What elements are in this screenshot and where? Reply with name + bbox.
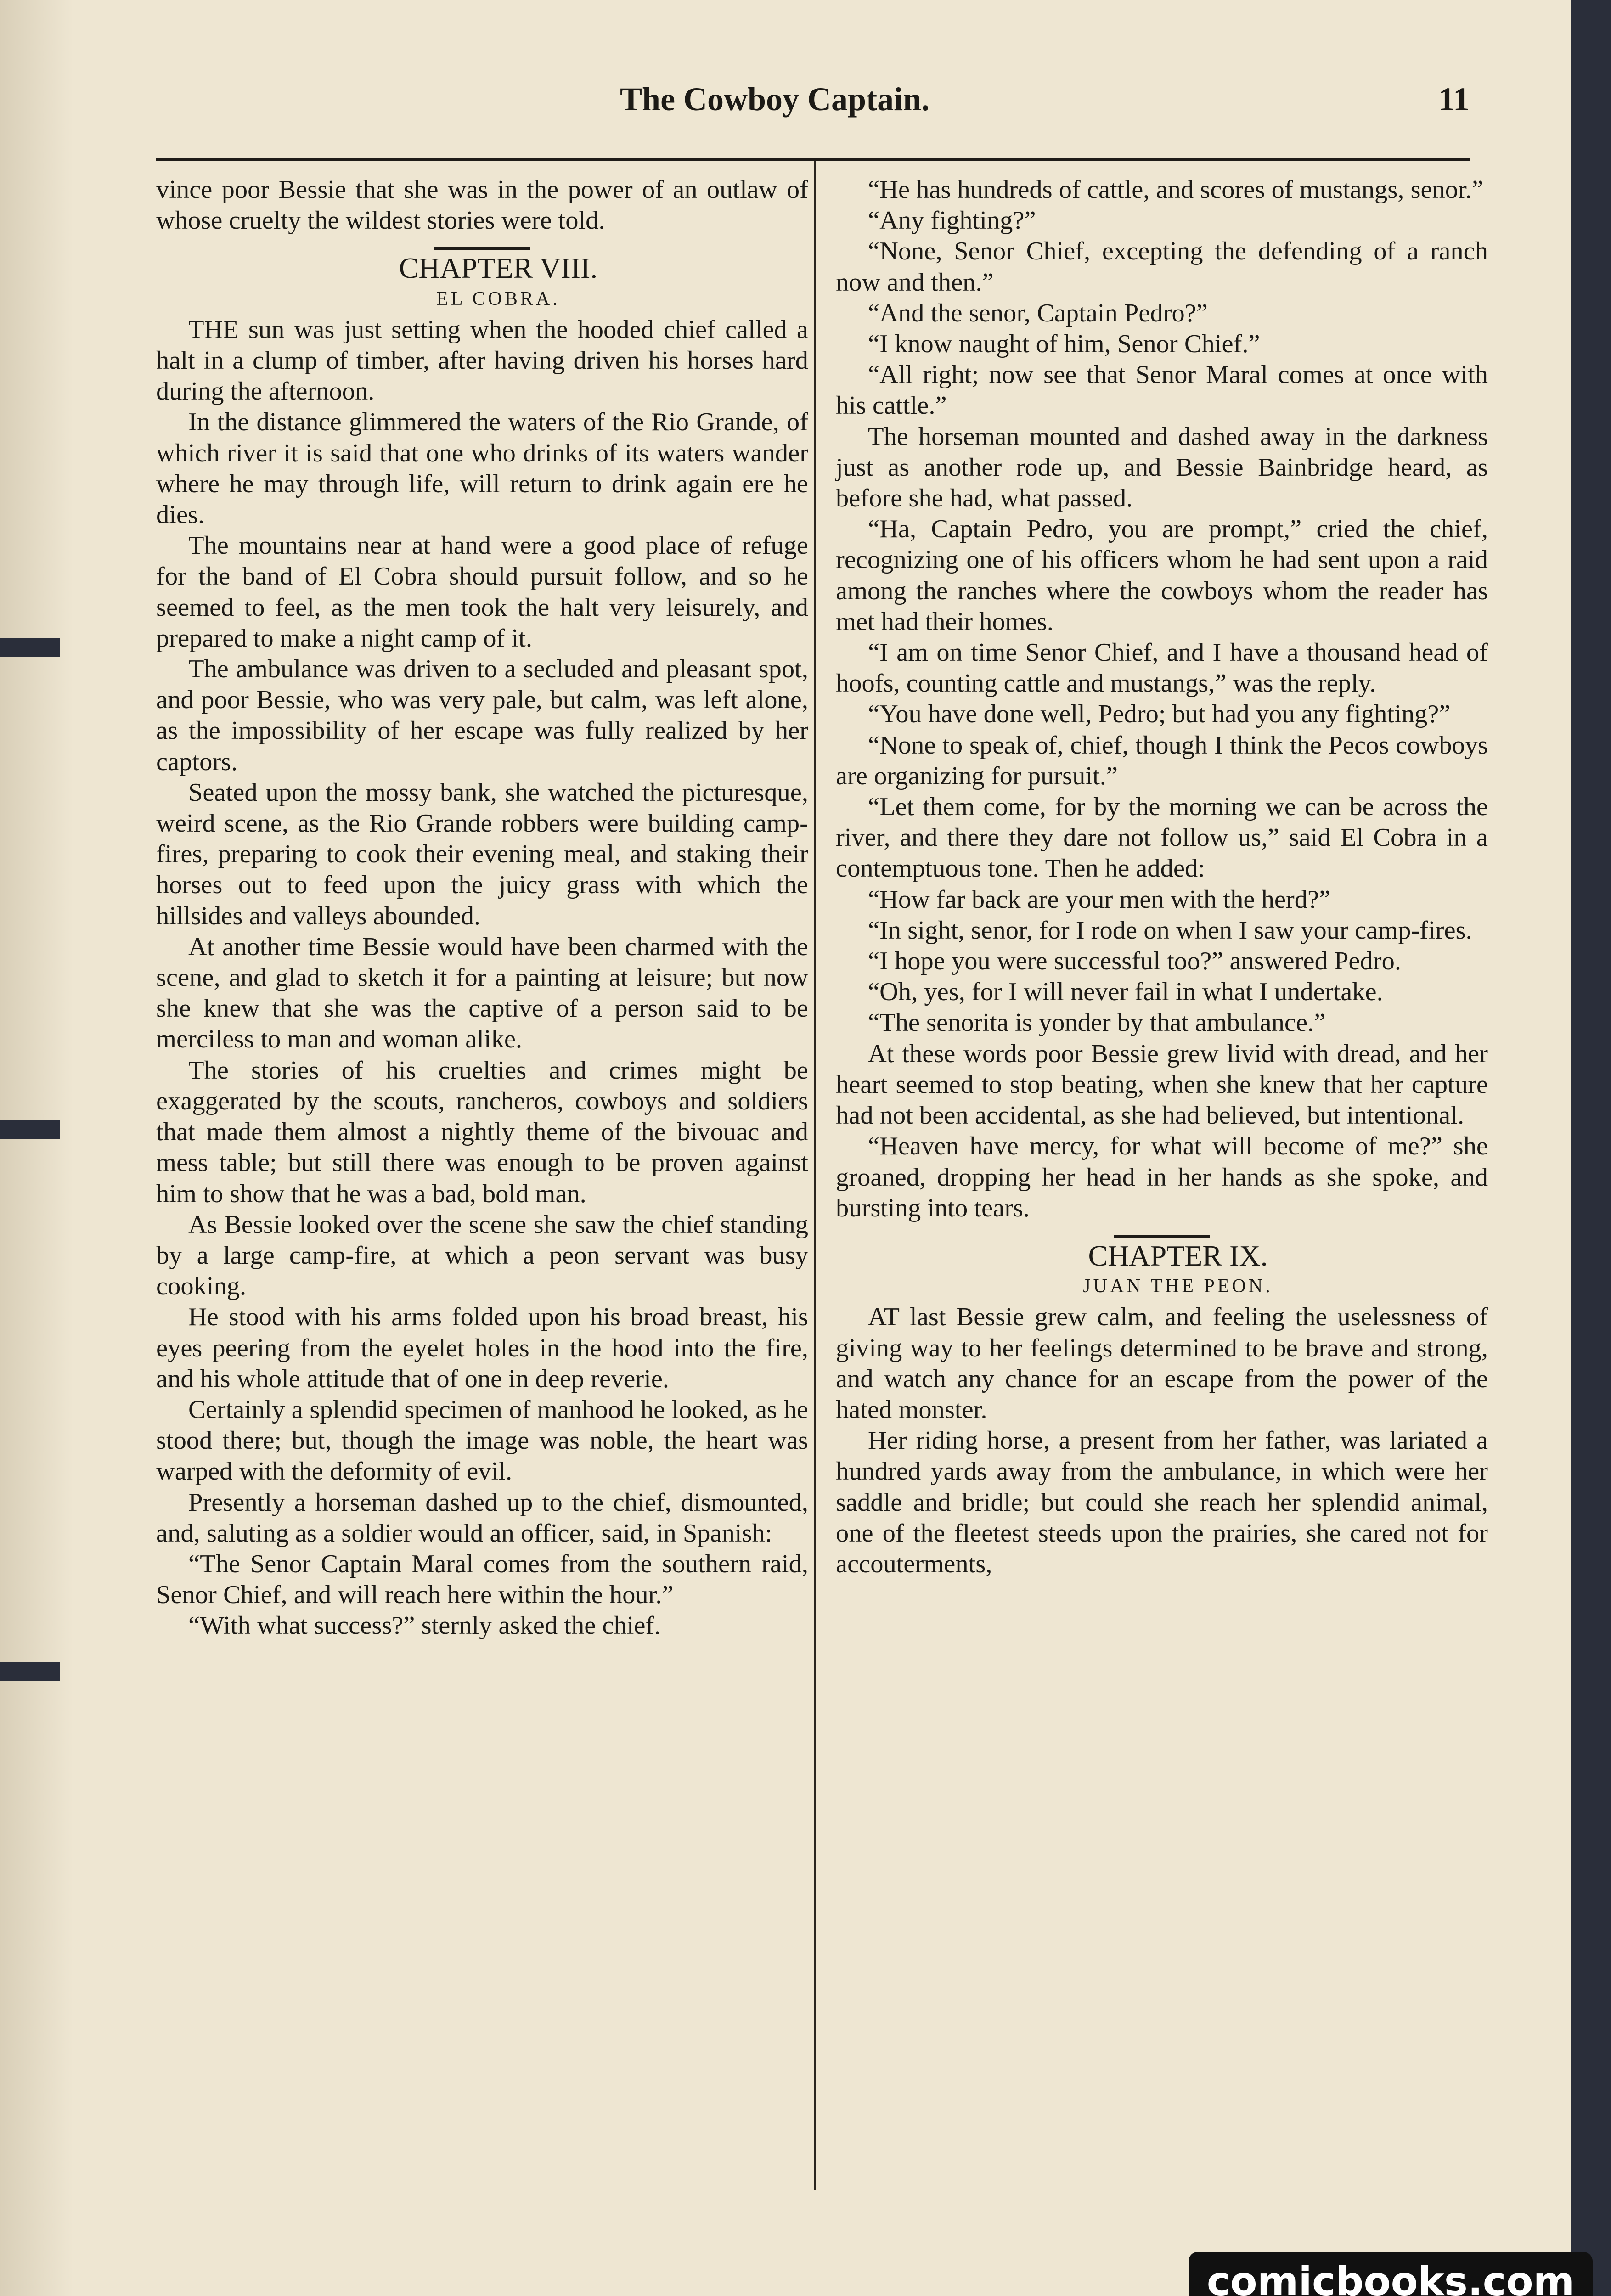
paragraph: “Ha, Captain Pedro, you are prompt,” cried the chief, recognizing one of his officers whom he had sent upon a raid among the ranches where the cowboys whom the reader has met had their homes.: [836, 515, 1488, 636]
paragraph: “In sight, senor, for I rode on when I saw your camp-fires.: [868, 916, 1472, 945]
paragraph: “I hope you were successful too?” answered Pedro.: [868, 947, 1401, 976]
paragraph: “None to speak of, chief, though I think the Pecos cowboys are organizing for pursuit.”: [836, 731, 1488, 790]
binding-stitch: [0, 638, 60, 657]
column-divider: [814, 161, 816, 2190]
paragraph: “Heaven have mercy, for what will become of me?” she groaned, dropping her head in her hands as she spoke, and bursting into tears.: [836, 1132, 1488, 1222]
paragraph: “The Senor Captain Maral comes from the southern raid, Senor Chief, and will reach here within the hour.”: [156, 1549, 808, 1609]
paragraph: Presently a horseman dashed up to the chief, dismounted, and, saluting as a soldier would an officer, said, in Spanish:: [156, 1488, 808, 1548]
paragraph: “None, Senor Chief, excepting the defending of a ranch now and then.”: [836, 237, 1488, 297]
binding-stitch: [0, 1662, 60, 1681]
running-header-title: The Cowboy Captain.: [620, 81, 930, 118]
paragraph: The horseman mounted and dashed away in the darkness just as another rode up, and Bessie Bainbridge heard, as before she had, what passed.: [836, 422, 1488, 513]
paragraph: “I am on time Senor Chief, and I have a thousand head of hoofs, counting cattle and mustangs,” was the reply.: [836, 638, 1488, 698]
site-watermark: comicbooks.com: [1189, 2252, 1593, 2296]
paragraph: The mountains near at hand were a good place of refuge for the band of El Cobra should pursuit follow, and so he seemed to feel, as the men took the halt very leisurely, and prepared to make a night camp of it.: [156, 531, 808, 653]
paragraph: vince poor Bessie that she was in the power of an outlaw of whose cruelty the wildest stories were told.: [156, 175, 808, 235]
right-text-column: [836, 174, 1488, 1580]
paragraph: Seated upon the mossy bank, she watched the picturesque, weird scene, as the Rio Grande robbers were building camp-fires, preparing to cook their evening meal, and staking their horses out to feed upon the juicy grass with which the hillsides and valleys abounded.: [156, 778, 808, 930]
binding-stitch: [0, 1120, 60, 1139]
paragraph: “How far back are your men with the herd?”: [868, 885, 1331, 914]
paragraph: “You have done well, Pedro; but had you any fighting?”: [868, 700, 1451, 729]
paragraph: He stood with his arms folded upon his broad breast, his eyes peering from the eyelet holes in the hood into the fire, and his whole attitude that of one in deep reverie.: [156, 1303, 808, 1393]
chapter-subtitle: JUAN THE PEON.: [1083, 1276, 1273, 1297]
paragraph: “All right; now see that Senor Maral comes at once with his cattle.”: [836, 360, 1488, 420]
chapter-heading: CHAPTER IX.: [1088, 1239, 1268, 1272]
section-rule: [434, 247, 530, 250]
paragraph: “And the senor, Captain Pedro?”: [868, 298, 1208, 327]
paragraph: “The senorita is yonder by that ambulance.”: [868, 1008, 1326, 1037]
paragraph: “With what success?” sternly asked the chief.: [188, 1611, 661, 1640]
paragraph: “He has hundreds of cattle, and scores of mustangs, senor.”: [868, 175, 1483, 204]
paragraph: At another time Bessie would have been charmed with the scene, and glad to sketch it for a painting at leisure; but now she knew that she was the captive of a person said to be merciless to man and woman alike.: [156, 932, 808, 1054]
header-rule: [156, 158, 1470, 161]
paragraph: The ambulance was driven to a secluded and pleasant spot, and poor Bessie, who was very pale, but calm, was left alone, as the impossibility of her escape was fully realized by her captors.: [156, 655, 808, 776]
page-number: 11: [1438, 81, 1470, 118]
left-text-column: [156, 174, 808, 1642]
page-gutter: [0, 0, 73, 2296]
paragraph: Certainly a splendid specimen of manhood he looked, as he stood there; but, though the image was noble, the heart was warped with the deformity of evil.: [156, 1395, 808, 1486]
section-rule: [1114, 1235, 1210, 1238]
paragraph: The stories of his cruelties and crimes might be exaggerated by the scouts, rancheros, cowboys and soldiers that made them almost a nightly theme of the bivouac and mess table; but still there was enough to be proven against him to show that he was a bad, bold man.: [156, 1056, 808, 1208]
paragraph: At these words poor Bessie grew livid with dread, and her heart seemed to stop beating, when she knew that her capture had not been accidental, as she had believed, but intentional.: [836, 1039, 1488, 1130]
paragraph: Her riding horse, a present from her father, was lariated a hundred yards away from the ambulance, in which were her saddle and bridle; but could she reach her splendid animal, one of the fleetest steeds upon the prairies, she cared not for accouterments,: [836, 1426, 1488, 1578]
paragraph: “Oh, yes, for I will never fail in what I undertake.: [868, 978, 1383, 1007]
paragraph: AT last Bessie grew calm, and feeling the uselessness of giving way to her feelings determined to be brave and strong, and watch any chance for an escape from the power of the hated monster.: [836, 1303, 1488, 1424]
chapter-heading: CHAPTER VIII.: [399, 252, 598, 285]
chapter-subtitle: EL COBRA.: [436, 288, 560, 310]
paragraph: “Any fighting?”: [868, 206, 1036, 235]
paragraph: In the distance glimmered the waters of the Rio Grande, of which river it is said that one who drinks of its waters wander where he may through life, will return to drink again ere he dies.: [156, 408, 808, 529]
paragraph: THE sun was just setting when the hooded chief called a halt in a clump of timber, after having driven his horses hard during the afternoon.: [156, 315, 808, 406]
paragraph: “Let them come, for by the morning we can be across the river, and there they dare not follow us,” said El Cobra in a contemptuous tone. Then he added:: [836, 793, 1488, 883]
paragraph: “I know naught of him, Senor Chief.”: [868, 330, 1260, 359]
paragraph: As Bessie looked over the scene she saw the chief standing by a large camp-fire, at which a peon servant was busy cooking.: [156, 1210, 808, 1301]
